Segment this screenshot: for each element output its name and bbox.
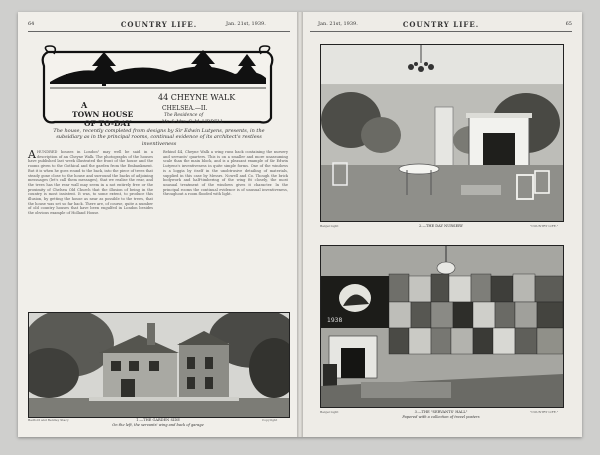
- magazine-title: COUNTRY LIFE.: [120, 20, 198, 29]
- header-rule: [28, 31, 290, 32]
- standfirst: The house, recently completed from designs by Sir Edwin Lutyens, presents, in the subsidiary as in the principal rooms, continual evidence of its architect's restless inventiveness: [53, 128, 265, 147]
- photo1-credit-left: Bedford and Bentley Stacy: [28, 418, 69, 422]
- photo2-credit-left: Benjel Light: [320, 224, 339, 228]
- book-spine: [297, 12, 303, 437]
- day-nursery-photo: [320, 44, 564, 222]
- issue-date: Jan. 21st, 1939.: [226, 21, 266, 27]
- title-residence: The Residence of: [164, 113, 204, 118]
- header-rule: [310, 31, 572, 32]
- photo3-subcaption: Papered with a collection of travel posters: [402, 415, 480, 419]
- title-district: CHELSEA.—II.: [162, 105, 208, 112]
- issue-date: Jan. 21st, 1939.: [318, 21, 358, 27]
- garden-photo: [28, 312, 290, 418]
- photo3-caption: 3.—THE "SERVANTS' HALL": [414, 410, 468, 414]
- right-page: [300, 12, 582, 437]
- photo1-caption: 1.—THE GARDEN SIDE: [136, 418, 180, 422]
- photo2-caption: 2.—THE DAY NURSERY: [418, 224, 464, 228]
- title-street: 44 CHEYNE WALK: [158, 93, 236, 102]
- magazine-title: COUNTRY LIFE.: [402, 20, 480, 29]
- poster-text: 1938: [327, 317, 343, 324]
- running-head-right: [310, 21, 572, 31]
- servants-hall-photo: [320, 245, 564, 408]
- left-page: [18, 12, 300, 437]
- title-a: A: [81, 100, 88, 110]
- photo2-credit-right: "COUNTRY LIFE.": [530, 224, 559, 228]
- photo3-credit-left: Benjel Light: [320, 410, 339, 414]
- title-block: [40, 44, 275, 126]
- body-column-2: Behind 44, Cheyne Walk a wing runs back containing the nursery and servants' quarters. This is on a smaller and more unassuming scale than the main block, and is a pleasant example of Sir Edwin Lutyens's inventiveness in quite simple forms. One of the windows is a loggia by itself in the unobtrusive detailing of materials, supplied in this case by Messrs. Nowell and Co. Though the brick bodywork and half-timbering of the wing fit closely, the most unusual treatment of the windows gives it character. In the principal rooms the continual evidence is of unusual inventiveness, throughout a room flooded with light.: [163, 150, 288, 197]
- photo1-subcaption: On the left, the servants' wing and back of garage: [112, 423, 204, 427]
- photo3-credit-right: "COUNTRY LIFE.": [530, 410, 559, 414]
- title-owner: Mr. & Mrs. C. M. LIDDELL: [162, 120, 224, 125]
- page-number: 65: [565, 21, 572, 27]
- page-number: 64: [28, 21, 35, 27]
- body-column-1: AHUNDRED houses in London" may well be said in a description of an Cheyne Walk. The photographs of the houses have published last week illustrated the front of the house and the rooms given to the Gothical and the garden from the Embankment. But it is when he goes round to the back, into the piece of trees that steady gone close to the house and surround the backs of adjoining messuages (let's call them messages), that we realise the rear, and the trees has the rear wall may seem in a not entirely free or the proximity of Chelsea Old Church that the illusion of being in the country is most insistent. It was, to some extent, to produce this illusion, by getting the house as near as possible to the trees, that the house was set so far back. There are, of course, quite a number of old country houses that have been engulfed in London besides the obvious example of Holland House.: [28, 148, 153, 216]
- photo1-credit-right: Copyright: [262, 418, 278, 422]
- running-head-left: [28, 21, 290, 31]
- title-line1: TOWN HOUSE: [72, 110, 134, 119]
- title-line2: OF TO-DAY: [84, 119, 132, 128]
